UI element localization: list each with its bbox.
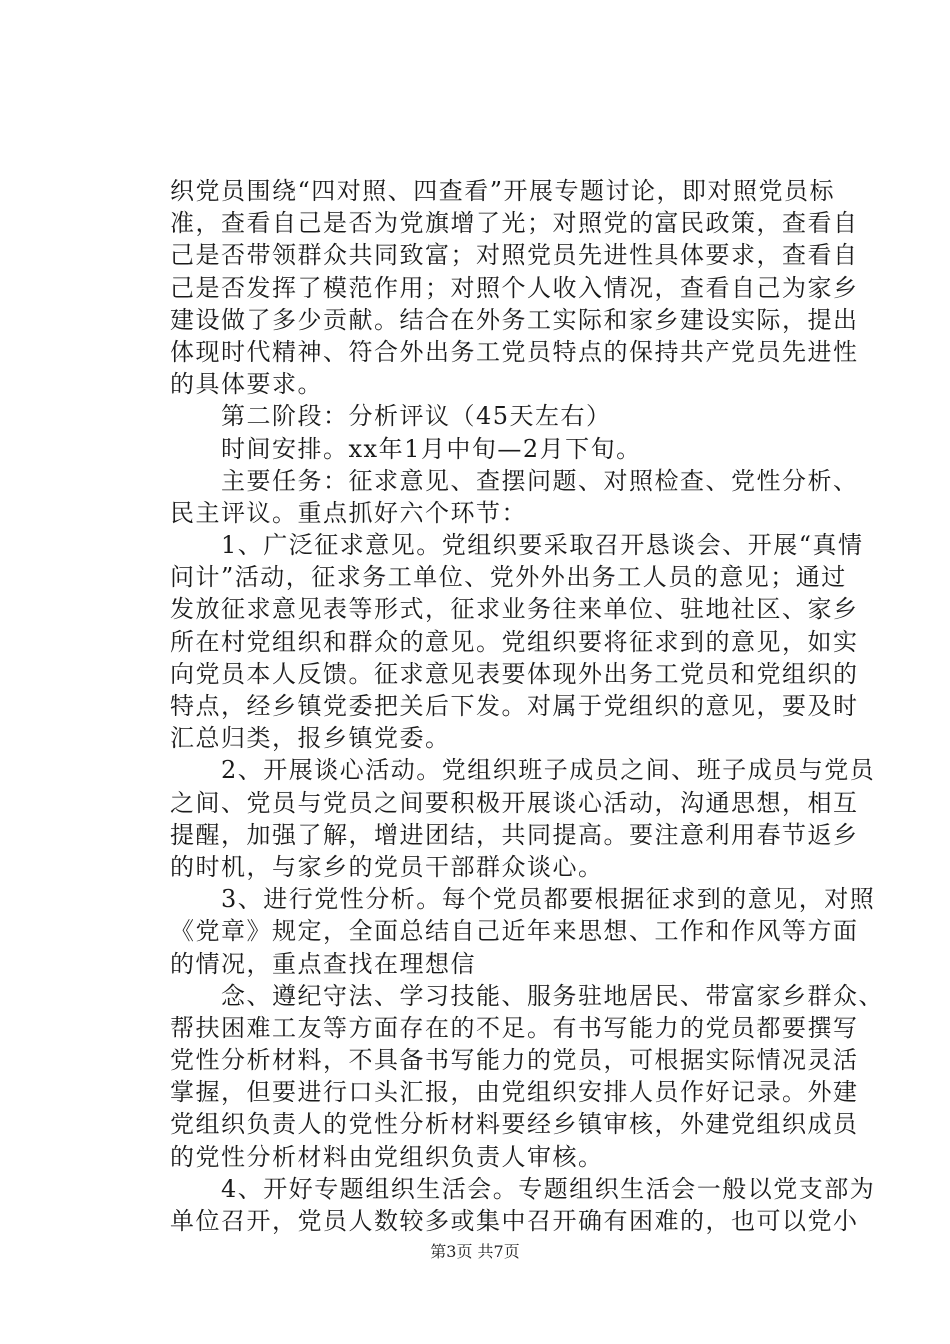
text-line: 问计”活动，征求务工单位、党外外出务工人员的意见；通过 [170,563,847,592]
text-line: 民主评议。重点抓好六个环节： [170,498,527,527]
text-line: 建设做了多少贡献。结合在外务工实际和家乡建设实际，提出 [170,305,859,334]
text-line: 向党员本人反馈。征求意见表要体现外出务工党员和党组织的 [170,659,859,688]
text-line: 党组织负责人的党性分析材料要经乡镇审核，外建党组织成员 [170,1110,859,1139]
text-line: 单位召开，党员人数较多或集中召开确有困难的，也可以党小 [170,1207,859,1235]
text-line: 己是否发挥了模范作用；对照个人收入情况，查看自己为家乡 [170,273,859,302]
section-heading: 第二阶段：分析评议（45天左右） [170,402,612,431]
text-line: 4、开好专题组织生活会。专题组织生活会一般以党支部为 [170,1174,876,1203]
body-text [170,175,884,1237]
text-line: 的党性分析材料由党组织负责人审核。 [170,1142,604,1171]
text-line: 织党员围绕“四对照、四查看”开展专题讨论，即对照党员标 [170,177,836,205]
text-line: 体现时代精神、符合外出务工党员特点的保持共产党员先进性 [170,337,859,366]
text-line: 念、遵纪守法、学习技能、服务驻地居民、带富家乡群众、 [170,981,884,1010]
text-line: 3、进行党性分析。每个党员都要根据征求到的意见，对照 [170,885,876,914]
text-line: 之间、党员与党员之间要积极开展谈心活动，沟通思想，相互 [170,788,859,817]
text-line: 党性分析材料，不具备书写能力的党员，可根据实际情况灵活 [170,1046,859,1075]
text-line: 发放征求意见表等形式，征求业务往来单位、驻地社区、家乡 [170,595,859,624]
page-number-footer: 第3页 共7页 [430,1242,520,1261]
text-line: 的情况，重点查找在理想信 [170,949,476,978]
text-line: 的具体要求。 [170,370,323,399]
text-line: 提醒，加强了解，增进团结，共同提高。要注意利用春节返乡 [170,820,859,849]
text-line: 《党章》规定，全面总结自己近年来思想、工作和作风等方面 [170,917,859,946]
text-line: 己是否带领群众共同致富；对照党员先进性具体要求，查看自 [170,241,859,270]
text-line: 的时机，与家乡的党员干部群众谈心。 [170,852,604,881]
text-line: 特点，经乡镇党委把关后下发。对属于党组织的意见，要及时 [170,692,859,720]
text-line: 2、开展谈心活动。党组织班子成员之间、班子成员与党员 [170,756,876,785]
text-line: 准，查看自己是否为党旗增了光；对照党的富民政策，查看自 [170,209,859,238]
text-line: 1、广泛征求意见。党组织要采取召开恳谈会、开展“真情 [170,531,864,560]
text-line: 掌握，但要进行口头汇报，由党组织安排人员作好记录。外建 [170,1078,859,1107]
text-line: 时间安排。xx年1月中旬—2月下旬。 [170,434,642,463]
text-line: 主要任务：征求意见、查摆问题、对照检查、党性分析、 [170,466,859,495]
text-line: 汇总归类，报乡镇党委。 [170,724,451,753]
text-line: 所在村党组织和群众的意见。党组织要将征求到的意见，如实 [170,627,859,656]
text-line: 帮扶困难工友等方面存在的不足。有书写能力的党员都要撰写 [170,1013,859,1042]
